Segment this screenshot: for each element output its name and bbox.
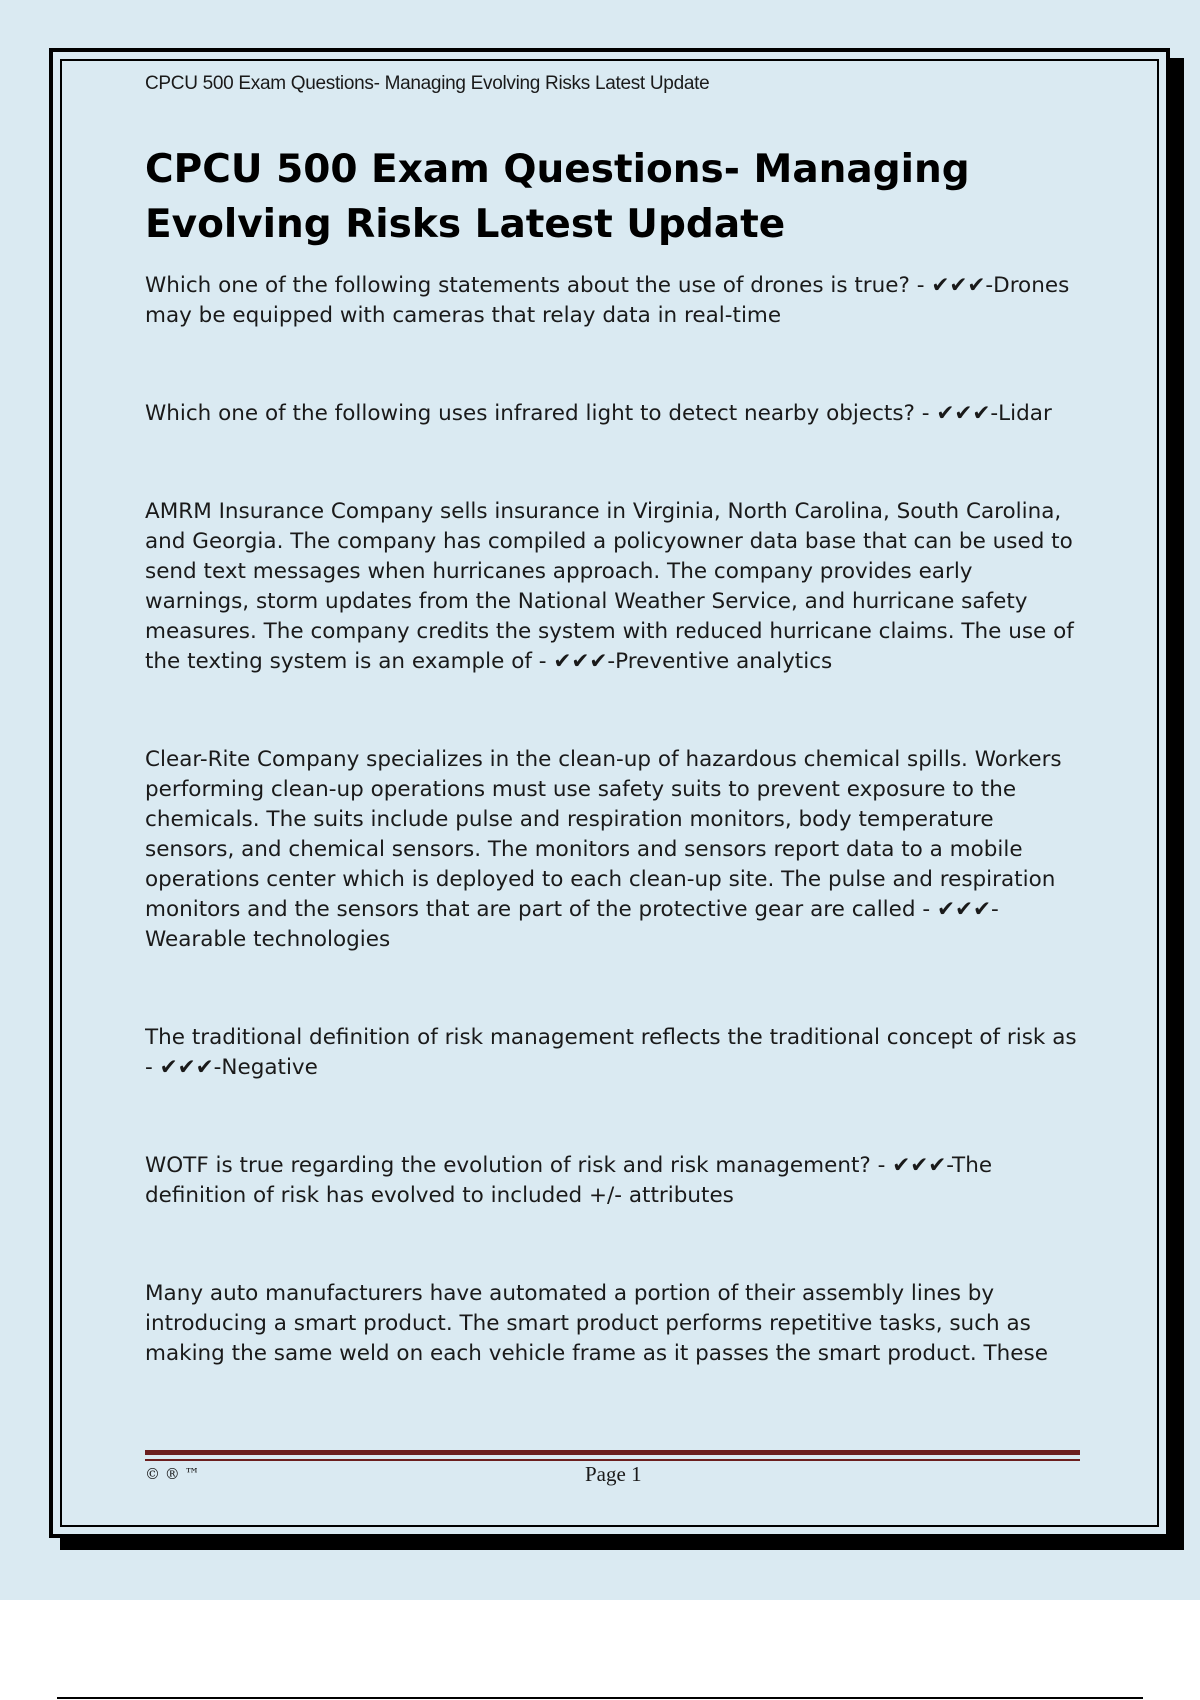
question-item: Which one of the following uses infrared light to detect nearby objects? - ✔✔✔-Lidar [145,401,1052,426]
running-header: CPCU 500 Exam Questions- Managing Evolving Risks Latest Update [145,73,710,94]
next-page-edge-line [57,1697,1143,1699]
question-item: Clear-Rite Company specializes in the clean-up of hazardous chemical spills. Workers performing clean-up operations must use safety suits to prevent exposure to the chemicals. The suits include pulse and respiration monitors, body temperature sensors, and chemical sensors. The monitors and sensors report data to a mobile operations center which is deployed to each clean-up site. The pulse and respiration monitors and the sensors that are part of the protective gear are called - ✔✔✔-Wearable technologies [145,747,1062,952]
document-title: CPCU 500 Exam Questions- Managing Evolving Risks Latest Update [145,147,970,247]
question-item: WOTF is true regarding the evolution of risk and risk management? - ✔✔✔-The definition of risk has evolved to included +/- attributes [145,1153,993,1208]
question-item: Which one of the following statements about the use of drones is true? - ✔✔✔-Drones may be equipped with cameras that relay data in real-time [145,273,1070,328]
footer-rule-thick [145,1450,1080,1455]
question-list [145,271,1080,1428]
question-item: AMRM Insurance Company sells insurance in Virginia, North Carolina, South Carolina, and Georgia. The company has compiled a policyowner data base that can be used to send text messages when hurricanes approach. The company provides early warnings, storm updates from the National Weather Service, and hurricane safety measures. The company credits the system with reduced hurricane claims. The use of the texting system is an example of - ✔✔✔-Preventive analytics [145,499,1074,674]
footer-symbols: © ® ™ [145,1465,200,1483]
page-content [145,0,1080,1540]
question-item: Many auto manufacturers have automated a portion of their assembly lines by introducing a smart product. The smart product performs repetitive tasks, such as making the same weld on each vehicle frame as it passes the smart product. These [145,1281,1048,1366]
question-item: The traditional definition of risk management reflects the traditional concept of risk as - ✔✔✔-Negative [145,1025,1077,1080]
page-number: Page 1 [585,1462,642,1486]
footer-rule-thin [145,1459,1080,1461]
